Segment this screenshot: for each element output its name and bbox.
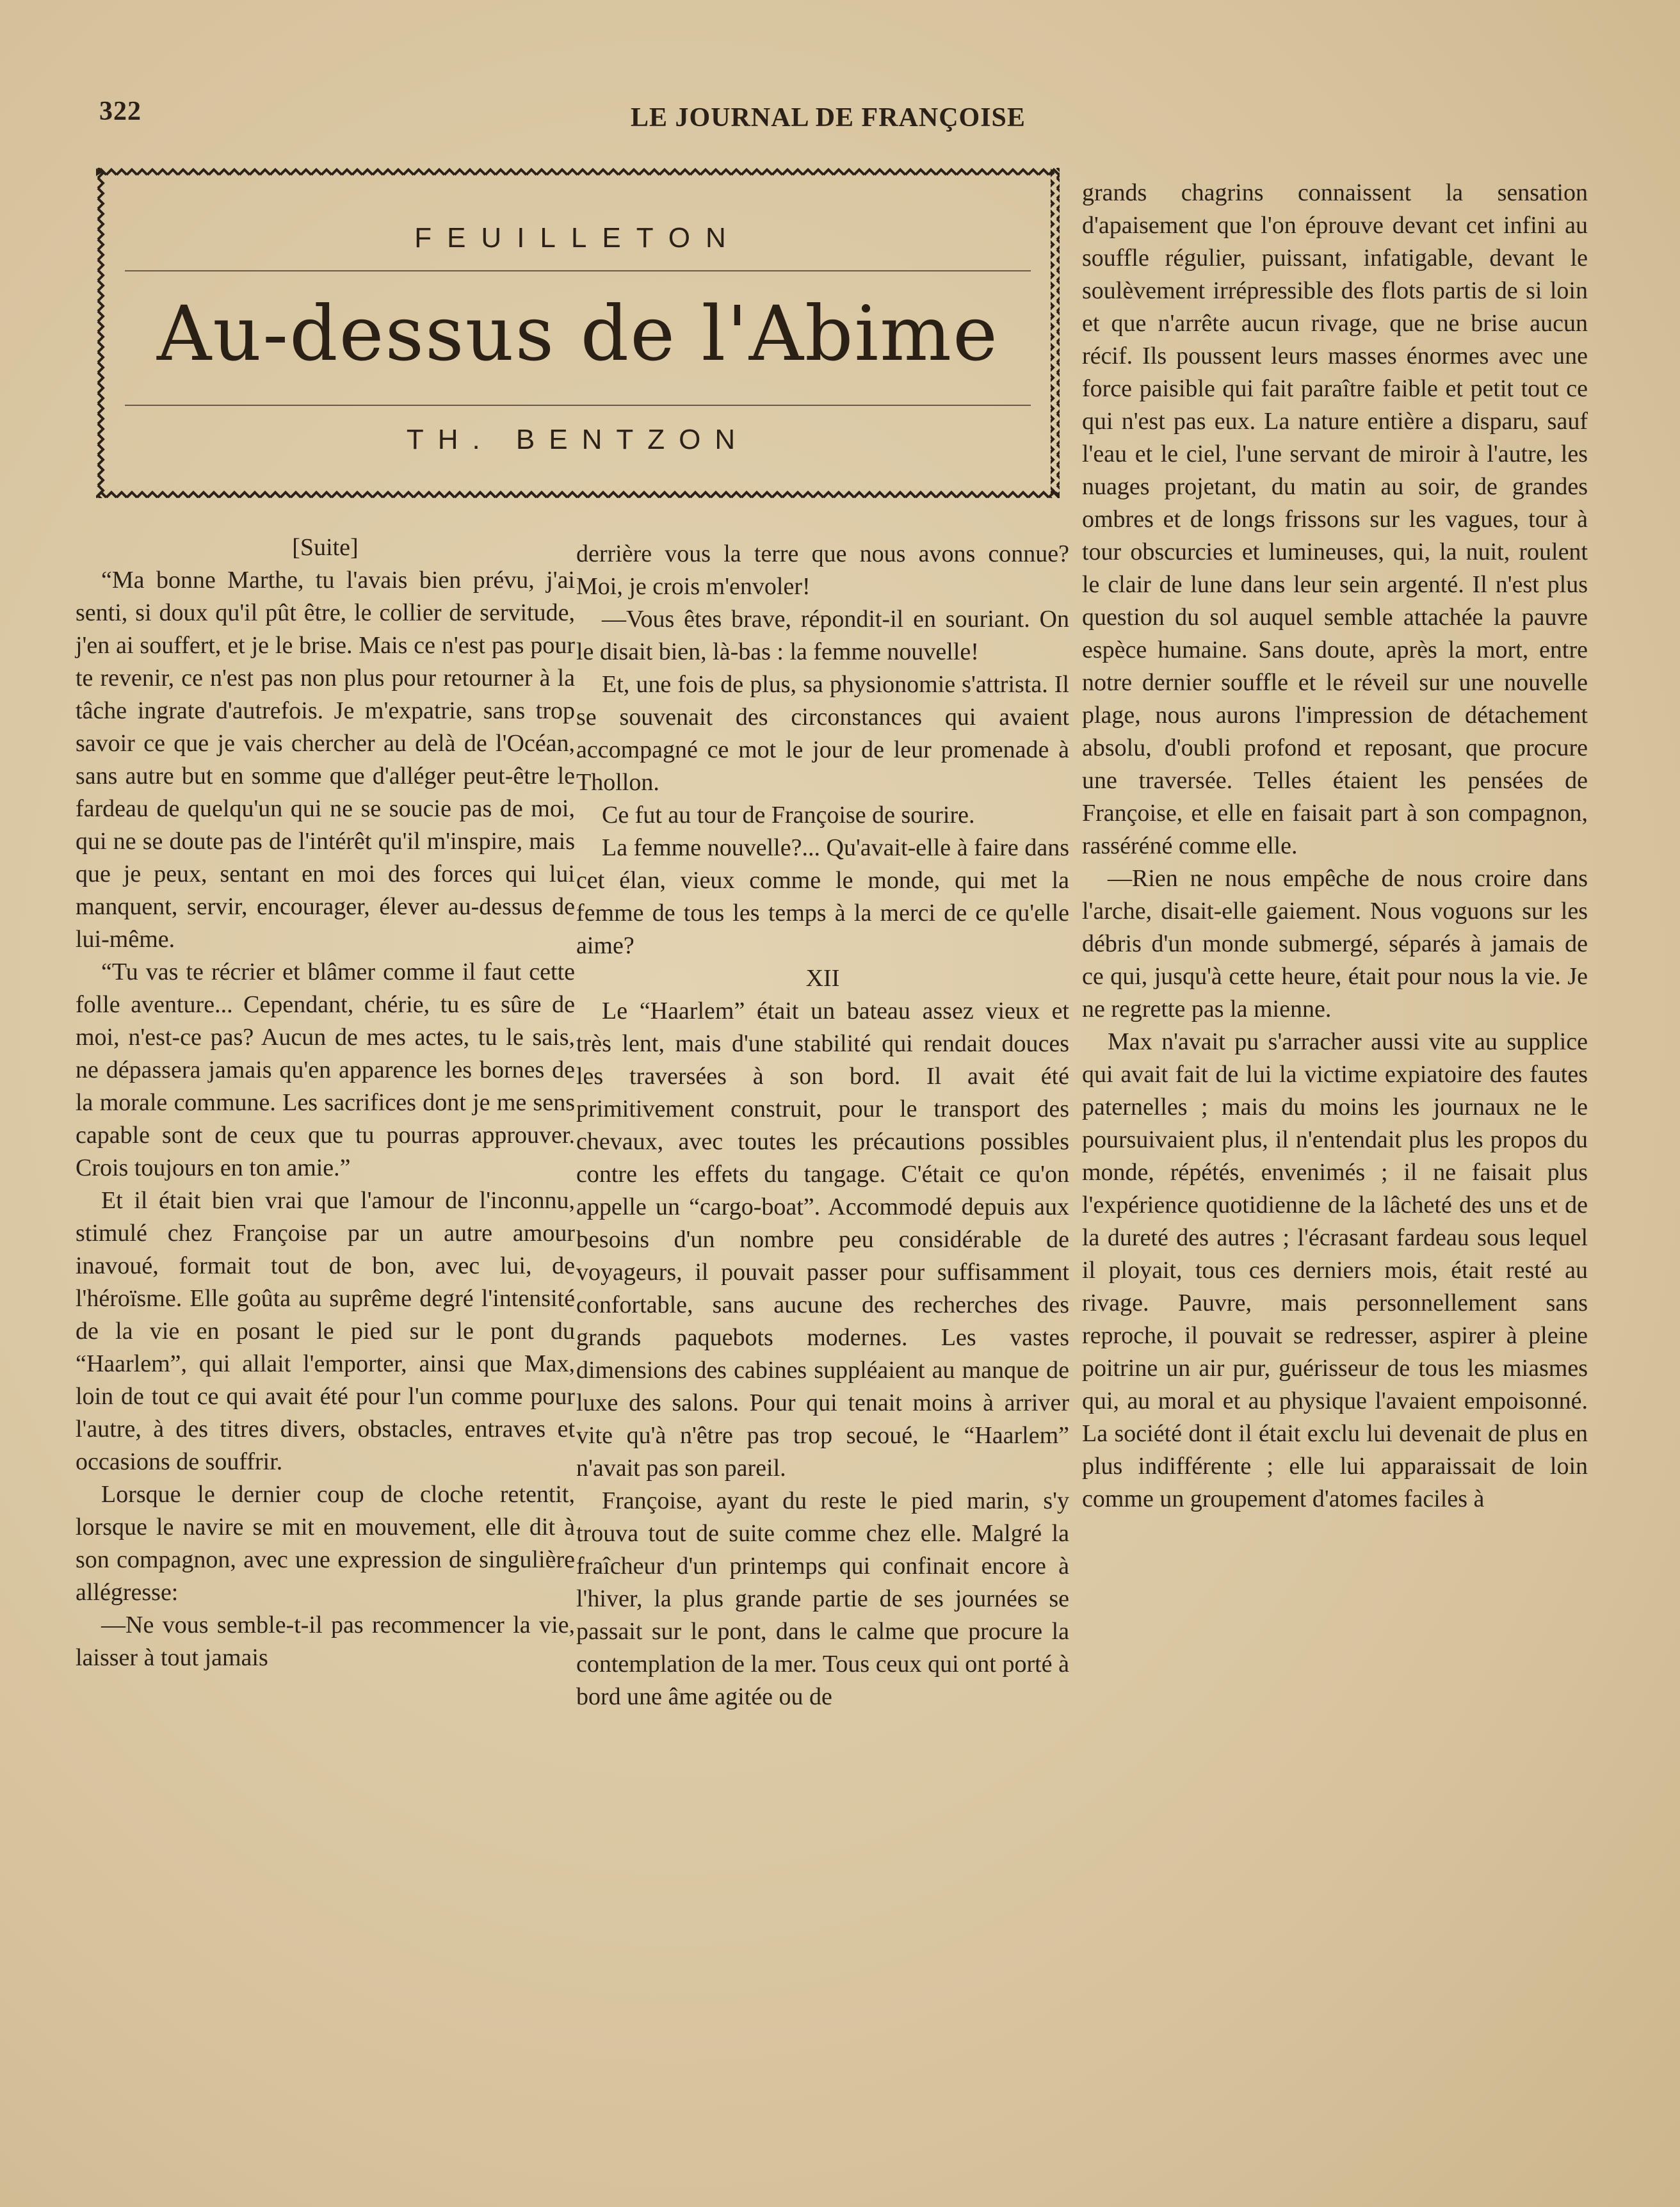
- paragraph: “Ma bonne Marthe, tu l'avais bien prévu, j'ai senti, si doux qu'il pût être, le collier de servitude, j'en ai souffert, et je le brise. Mais ce n'est pas pour te revenir, ce n'est pas non plus pour retourner à la tâche ingrate d'autrefois. Je m'expatrie, sans trop savoir ce que je vais chercher au delà de l'Océan, sans autre but en somme que d'alléger peut-être le fardeau de quelqu'un qui ne se soucie pas de moi, qui ne se doute pas de l'intérêt qu'il m'inspire, mais que je peux, sentant en moi des forces qui lui manquent, servir, encourager, élever au-dessus de lui-même.: [76, 567, 575, 953]
- journal-title: LE JOURNAL DE FRANÇOISE: [631, 103, 1026, 133]
- suite-label: [Suite]: [292, 534, 359, 561]
- page-number: 322: [99, 97, 141, 126]
- paragraph: Lorsque le dernier coup de cloche retentit, lorsque le navire se mit en mouvement, elle dit à son compagnon, avec une expression de singulière allégresse:: [76, 1481, 575, 1606]
- paragraph: Ce fut au tour de Françoise de sourire.: [602, 802, 975, 829]
- paragraph: —Ne vous semble-t-il pas recommencer la vie, laisser à tout jamais: [76, 1612, 575, 1671]
- text-column-2: [576, 538, 1069, 1713]
- paragraph: —Vous êtes brave, répondit-il en souriant. On le disait bien, là-bas : la femme nouvelle!: [576, 606, 1069, 665]
- story-title: Au-dessus de l'Abime: [157, 289, 999, 378]
- title-rule-top: [125, 270, 1031, 271]
- text-column-1: [76, 531, 575, 1674]
- story-author: TH. BENTZON: [406, 424, 750, 455]
- paragraph: La femme nouvelle?... Qu'avait-elle à faire dans cet élan, vieux comme le monde, qui met la femme de tous les temps à la merci de ce qu'elle aime?: [576, 834, 1069, 959]
- title-rule-bottom: [125, 405, 1031, 406]
- paragraph: Max n'avait pu s'arracher aussi vite au supplice qui avait fait de lui la victime expiatoire des fautes paternelles ; mais du moins les journaux ne le poursuivaient plus, il n'entendait plus les propos du monde, répétés, envenimés ; il ne faisait plus l'expérience quotidienne de la lâcheté des uns et de la dureté des autres ; l'écrasant fardeau sous lequel il ployait, tous ces derniers mois, était resté au rivage. Pauvre, mais personnellement sans reproche, il pouvait se redresser, aspirer à pleine poitrine un air pur, guérisseur de tous les miasmes qui, au moral et au physique l'avaient empoisonné. La société dont il était exclu lui devenait de plus en plus indifférente ; elle lui apparaissait de loin comme un groupement d'atomes faciles à: [1082, 1028, 1588, 1512]
- paragraph: Françoise, ayant du reste le pied marin, s'y trouva tout de suite comme chez elle. Malgré la fraîcheur d'un printemps qui confinait encore à l'hiver, la plus grande partie de ses journées se passait sur le pont, dans le calme que procure la contemplation de la mer. Tous ceux qui ont porté à bord une âme agitée ou de: [576, 1487, 1069, 1710]
- paragraph: —Rien ne nous empêche de nous croire dans l'arche, disait-elle gaiement. Nous voguons sur les débris d'un monde submergé, séparés à jamais de ce qui, jusqu'à cette heure, était pour nous la vie. Je ne regrette pas la mienne.: [1082, 865, 1588, 1023]
- text-column-3: [1082, 177, 1588, 1516]
- chapter-heading: XII: [805, 965, 840, 992]
- paragraph: grands chagrins connaissent la sensation d'apaisement que l'on éprouve devant cet infini au souffle régulier, puissant, infatigable, devant le soulèvement irrépressible des flots partis de si loin et que n'arrête aucun rivage, que ne brise aucun récif. Ils poussent leurs masses énormes avec une force paisible qui fait paraître faible et petit tout ce qui n'est pas eux. La nature entière a disparu, sauf l'eau et le ciel, l'une servant de miroir à l'autre, les nuages projetant, du matin au soir, de grandes ombres et de longs frissons sur les vagues, tour à tour obscurcies et lumineuses, qui, la nuit, roulent le clair de lune dans leur sein argenté. Il n'est plus question du sol auquel semble attachée la pauvre espèce humaine. Sans doute, après la mort, entre notre dernier souffle et le réveil sur une nouvelle plage, nous aurons l'impression de détachement absolu, d'oubli profond et reposant, que procure une traversée. Telles étaient les pensées de Françoise, et elle en faisait part à son compagnon, rasséréné comme elle.: [1082, 179, 1588, 859]
- paragraph: Le “Haarlem” était un bateau assez vieux et très lent, mais d'une stabilité qui rendait douces les traversées à son bord. Il avait été primitivement construit, pour le transport des chevaux, avec toutes les précautions possibles contre les effets du tangage. C'était ce qu'on appelle un “cargo-boat”. Accommodé depuis aux besoins d'un nombre peu considérable de voyageurs, il pouvait passer pour suffisamment confortable, sans aucune des recherches des grands paquebots modernes. Les vastes dimensions des cabines suppléaient au manque de luxe des salons. Pour qui tenait moins à arriver vite qu'à n'être pas trop secoué, le “Haarlem” n'avait pas son pareil.: [576, 998, 1069, 1482]
- feuilleton-rubric: FEUILLETON: [414, 222, 741, 254]
- feuilleton-title-box: [96, 168, 1060, 498]
- paragraph: Et, une fois de plus, sa physionomie s'attrista. Il se souvenait des circonstances qui avaient accompagné ce mot le jour de leur promenade à Thollon.: [576, 671, 1069, 796]
- paragraph: “Tu vas te récrier et blâmer comme il faut cette folle aventure... Cependant, chérie, tu es sûre de moi, n'est-ce pas? Aucun de mes actes, tu le sais, ne dépassera jamais qu'en apparence les bornes de la morale commune. Les sacrifices dont je me sens capable sont de ceux que tu pourras approuver. Crois toujours en ton amie.”: [76, 958, 575, 1181]
- paragraph: Et il était bien vrai que l'amour de l'inconnu, stimulé chez Françoise par un autre amour inavoué, formait tout de bon, avec lui, de l'héroïsme. Elle goûta au suprême degré l'intensité de la vie en posant le pied sur le pont du “Haarlem”, qui allait l'emporter, ainsi que Max, loin de tout ce qui avait été pour l'un comme pour l'autre, à des titres divers, obstacles, entraves et occasions de souffrir.: [76, 1187, 575, 1475]
- paragraph: derrière vous la terre que nous avons connue? Moi, je crois m'envoler!: [576, 540, 1069, 600]
